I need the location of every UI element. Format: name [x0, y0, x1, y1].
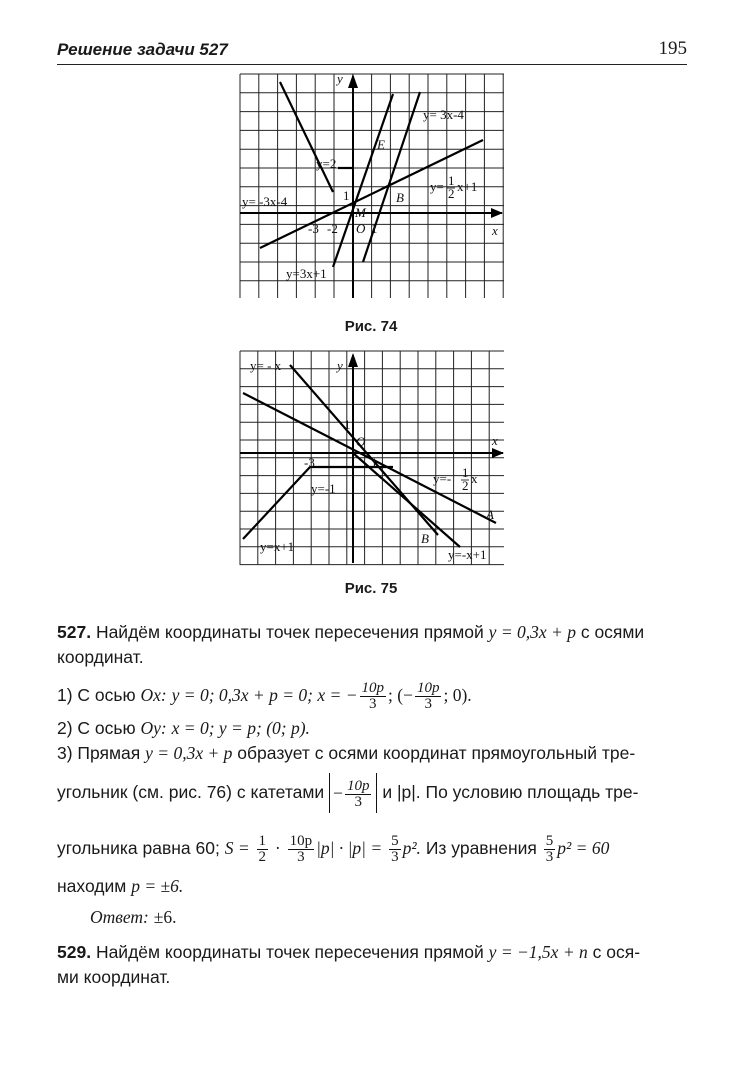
- step-2: 2) С осью Oy: x = 0; y = p; (0; p).: [57, 718, 310, 738]
- page-header: [57, 36, 687, 65]
- label-minus-x-plus-1: y=-x+1: [448, 547, 487, 562]
- fraction: $\frac{10p}{3}$: [416, 679, 440, 712]
- label-x-plus-1: y=x+1: [260, 539, 295, 554]
- page-number: 195: [658, 38, 687, 59]
- tick-x-minus-3: -3: [308, 221, 319, 236]
- point-A-label: A: [486, 507, 494, 522]
- y-axis-label: y: [337, 72, 343, 86]
- figure-74-caption: Рис. 74: [344, 318, 398, 335]
- figure-74: [228, 72, 518, 312]
- figure-75: [228, 347, 518, 577]
- problem-529: 529. Найдём координаты точек пересечения прямой y = −1,5x + n с ося- ми координат.: [57, 942, 641, 987]
- label-minus-half-x-tail: x: [471, 471, 478, 486]
- running-title: Решение задачи 527: [57, 40, 228, 59]
- step-1: 1) С осью Ox: y = 0; 0,3x + p = 0; x = − $\frac{10p}{3}$ ; (− $\frac{10p}{3}$ ; 0).: [57, 679, 472, 712]
- point-B-label: B: [421, 531, 429, 546]
- problem-527-intro: 527. Найдём координаты точек пересечения прямой y = 0,3x + p с осями координат.: [57, 622, 645, 667]
- line-x-plus-1: [243, 467, 310, 539]
- label-3x-plus-1: y=3x+1: [286, 266, 327, 281]
- y-axis-label: y: [337, 358, 343, 373]
- label-half-den: 2: [462, 478, 469, 493]
- answer-label: Ответ:: [90, 907, 149, 927]
- y-axis-arrow: [348, 353, 358, 367]
- answer-value: ±6.: [153, 907, 177, 927]
- label-half-num: 1: [448, 173, 455, 188]
- tick-y-1: 1: [344, 417, 351, 432]
- problem-number: 527.: [57, 622, 92, 642]
- problem-number: 529.: [57, 942, 92, 962]
- label-minus-x: y= - x: [250, 358, 282, 373]
- step-3-line-2: угольник (см. рис. 76) с катетами − $\frac{10p}{3}$ и |p|. По условию площадь тре-: [57, 772, 692, 813]
- point-E-label: E: [377, 137, 385, 152]
- point-B-label: B: [396, 190, 404, 205]
- label-half-den: 2: [448, 186, 455, 201]
- label-half-x-plus-1: y=: [430, 179, 444, 194]
- fraction: $\frac{10p}{3}$: [361, 679, 385, 712]
- x-axis-label: x: [492, 223, 498, 238]
- x-axis-arrow: [491, 208, 503, 218]
- label-3x-minus-4: y= 3x-4: [423, 107, 464, 122]
- tick-y-1: 1: [343, 188, 350, 203]
- y-axis-arrow: [348, 74, 358, 88]
- step-3-line-1: 3) Прямая y = 0,3x + p образует с осями координат прямоугольный тре-: [57, 743, 636, 763]
- x-axis-label: x: [492, 433, 498, 448]
- point-M-label: M: [355, 205, 366, 220]
- label-half-num: 1: [462, 465, 469, 480]
- line-3x-plus-1: [333, 94, 393, 267]
- x-axis-arrow: [492, 448, 504, 458]
- tick-x-1: 1: [371, 221, 378, 236]
- label-minus-half-x: y=-: [433, 471, 452, 486]
- origin-label: O: [356, 434, 366, 449]
- abs-value: − $\frac{10p}{3}$: [329, 773, 377, 813]
- tick-x-minus-2: -2: [327, 221, 338, 236]
- label-minus-3x-minus-4: y= -3x-4: [242, 194, 288, 209]
- answer: [90, 905, 725, 930]
- label-y-2: y=2: [316, 156, 337, 171]
- tick-x-1: 1: [371, 455, 378, 470]
- label-y-minus-1: y=-1: [311, 481, 336, 496]
- step-3-line-4: находим p = ±6.: [57, 876, 184, 896]
- origin-label: O: [356, 221, 366, 236]
- step-3-line-3: угольника равна 60; S = $\frac{1}{2}$ · $\frac{10p}{3}$ |p| · |p| = $\frac{5}{3}$ p². Из уравнения $\frac{5}{3}$ p² = 60: [57, 832, 610, 865]
- label-half-tail: x+1: [457, 179, 478, 194]
- line-minus-3x-minus-4: [280, 82, 333, 192]
- figure-75-caption: Рис. 75: [344, 580, 398, 597]
- tick-x-minus-3: -3: [304, 455, 315, 470]
